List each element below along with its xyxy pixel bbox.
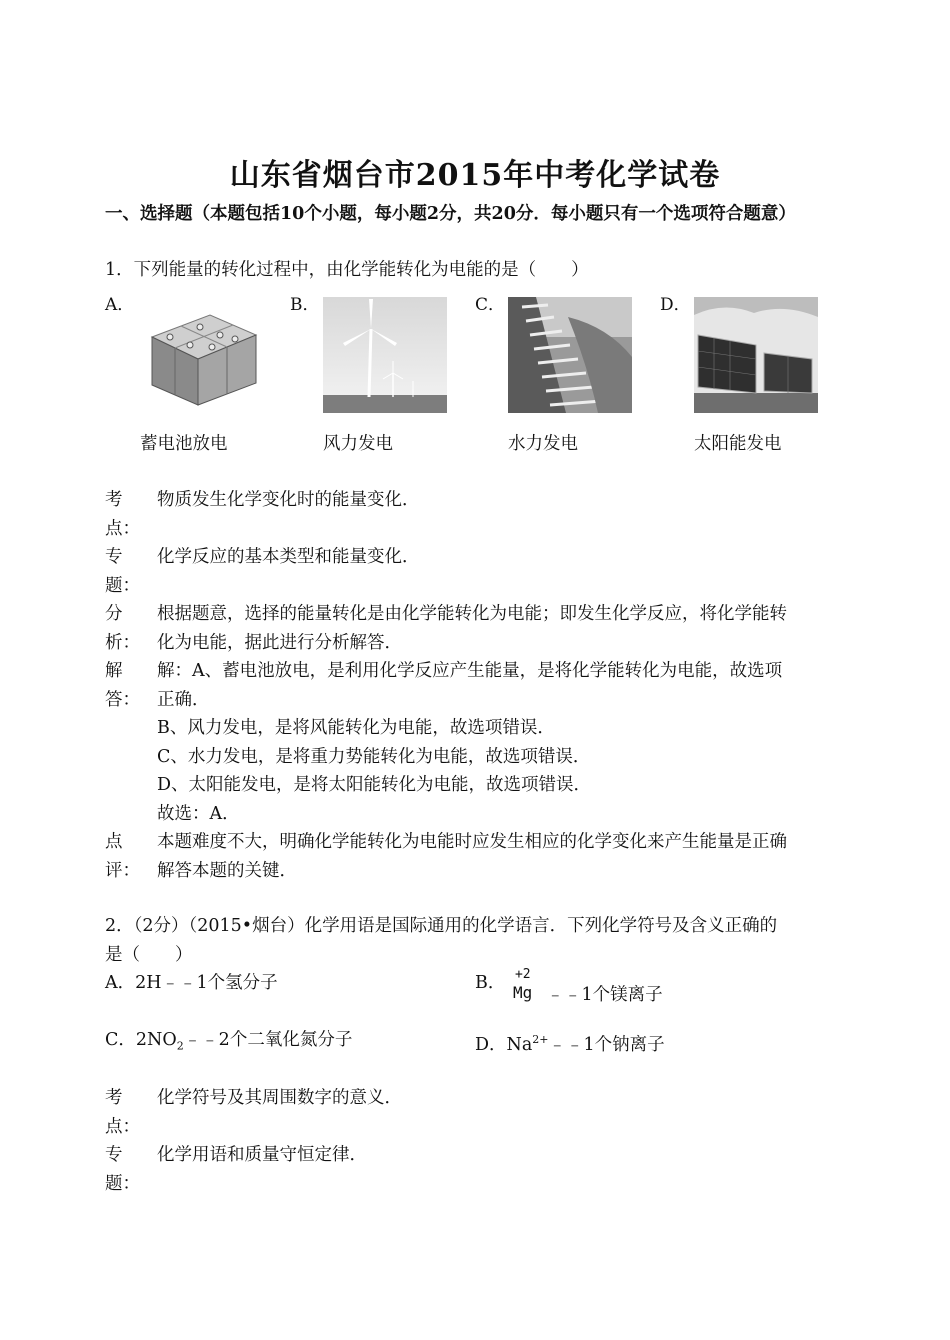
q2-kaodian-label: 考 点： xyxy=(105,1088,140,1137)
q1-option-a-letter: A． xyxy=(105,295,135,315)
q1-caption-b: 风力发电 xyxy=(323,434,393,454)
q2-option-a: A．2H﹣﹣1个氢分子 xyxy=(105,973,278,993)
q1-jieda-text: 解：A、蓄电池放电，是利用化学反应产生能量，是将化学能转化为电能，故选项 正确． B、风力发电，是将风能转化为电能，故选项错误． C、水力发电，是将重力势能转化为电能，故选项错误． D、太阳能发电，是将太阳能转化为电能，故选项错误． 故选：A． xyxy=(157,661,783,824)
q1-kaodian-label: 考 点： xyxy=(105,490,140,539)
wind-turbine-image xyxy=(323,297,447,413)
q1-caption-d: 太阳能发电 xyxy=(694,434,782,454)
q1-fenxi-label: 分 析： xyxy=(105,604,140,653)
q1-fenxi-text: 根据题意，选择的能量转化是由化学能转化为电能；即发生化学反应，将化学能转 化为电能，据此进行分析解答． xyxy=(157,604,787,653)
solar-panel-image xyxy=(694,297,818,413)
q1-dianping-text: 本题难度不大，明确化学能转化为电能时应发生相应的化学变化来产生能量是正确 解答本题的关键． xyxy=(157,832,787,881)
q1-caption-a: 蓄电池放电 xyxy=(140,434,228,454)
q1-option-c-letter: C． xyxy=(475,295,506,315)
water-power-image xyxy=(508,297,632,413)
q2-zhuanti-text: 化学用语和质量守恒定律． xyxy=(157,1145,367,1165)
q1-zhuanti-label: 专 题： xyxy=(105,547,140,596)
q1-option-d-letter: D． xyxy=(660,295,691,315)
q2-zhuanti-label: 专 题： xyxy=(105,1145,140,1194)
q2-stem: 2．（2分）（2015•烟台）化学用语是国际通用的化学语言．下列化学符号及含义正确的 是（ ） xyxy=(105,916,778,965)
q1-caption-c: 水力发电 xyxy=(508,434,578,454)
q2-kaodian-text: 化学符号及其周围数字的意义． xyxy=(157,1088,402,1108)
q1-jieda-label: 解 答： xyxy=(105,661,140,710)
page-title: 山东省烟台市2015年中考化学试卷 xyxy=(229,158,721,193)
q2-b-symbol: Mg xyxy=(512,983,533,1002)
q2-option-c: C．$2NO_2﹣﹣2$个二氧化氮分子 xyxy=(105,1030,353,1053)
q1-zhuanti-text: 化学反应的基本类型和能量变化． xyxy=(157,547,420,567)
q2-option-d: D．$Na^{2+}﹣﹣1$个钠离子 xyxy=(475,1033,665,1055)
battery-image xyxy=(140,297,264,413)
section-heading: 一、选择题（本题包括10个小题，每小题2分，共20分．每小题只有一个选项符合题意） xyxy=(105,204,796,224)
q2-b-charge: +2 xyxy=(514,967,531,982)
q2-option-b: B． +2 Mg ﹣﹣1个镁离子 xyxy=(475,967,663,1005)
q1-kaodian-text: 物质发生化学变化时的能量变化． xyxy=(157,490,420,510)
q1-option-b-letter: B． xyxy=(290,295,320,315)
q1-stem: 1．下列能量的转化过程中，由化学能转化为电能的是（ ） xyxy=(105,260,589,280)
q1-dianping-label: 点 评： xyxy=(105,832,140,881)
